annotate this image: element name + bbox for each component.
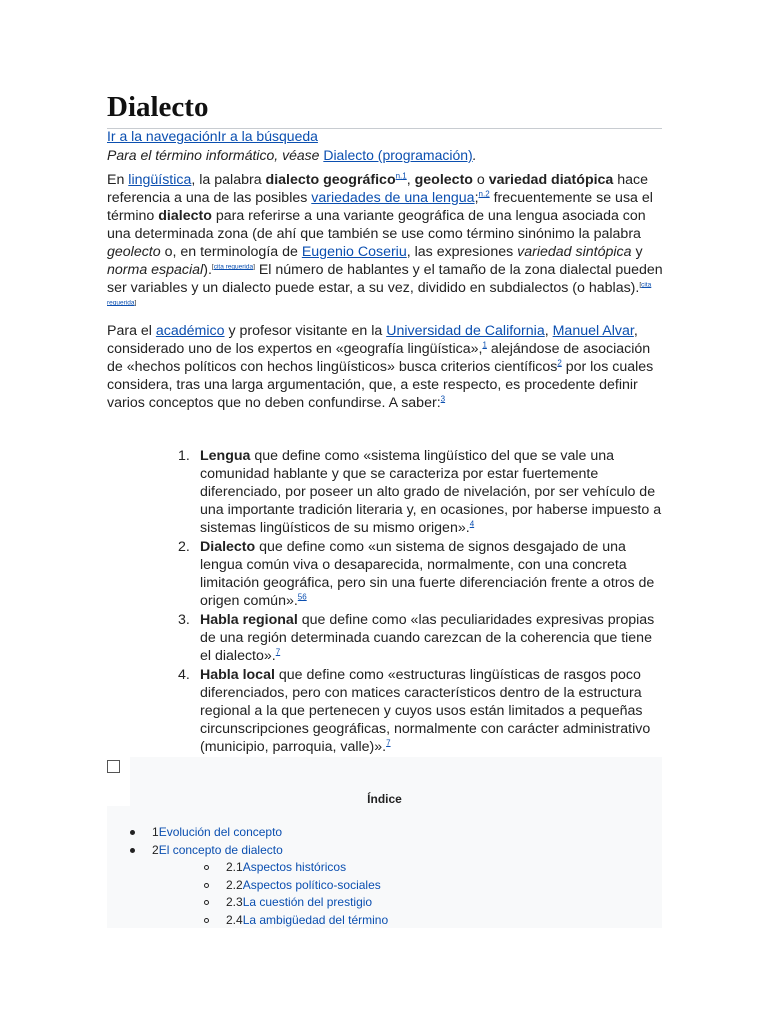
text: En	[107, 172, 129, 188]
toc-number: 2.2	[226, 877, 243, 892]
page-title: Dialecto	[107, 88, 662, 129]
circle-bullet-icon	[204, 883, 209, 888]
bold-term: dialecto	[158, 208, 212, 224]
list-item	[178, 666, 662, 756]
toc-title: Índice	[367, 792, 402, 806]
bracket: ]	[253, 263, 255, 271]
toc-link[interactable]: La cuestión del prestigio	[242, 895, 373, 909]
bold-term: dialecto geográfico	[265, 172, 396, 188]
jump-to-search-link[interactable]: Ir a la búsqueda	[217, 128, 318, 144]
citation-needed-link[interactable]: cita requerida	[213, 263, 254, 271]
definition-term: Habla local	[200, 667, 275, 683]
list-number: 4.	[178, 667, 190, 683]
definition-text: que define como «un sistema de signos desgajado de una lengua común viva o desaparecida, normalmente, con una concreta limitación geográfica, pero sin una fuerte diferenciación frente a otros de origen común».	[200, 539, 655, 609]
text: ,	[544, 323, 553, 339]
definitions-list	[178, 447, 662, 757]
link-eugenio-coseriu[interactable]: Eugenio Coseriu	[301, 244, 407, 260]
list-item	[178, 447, 662, 537]
definition-term: Lengua	[200, 448, 251, 464]
list-item	[178, 538, 662, 610]
definition-text: que define como «estructuras lingüísticas de rasgos poco diferenciados, pero con matices característicos dentro de la estructura regional a la que pertenecen y cuyos usos están limitados a pequeñas circunscripciones geográficas, normalmente con carácter administrativo (municipio, parroquia, valle)».	[200, 667, 651, 755]
text: alejándose de asociación de «hechos políticos con hechos lingüísticos» busca criterios científicos	[107, 341, 651, 375]
toc-link[interactable]: Evolución del concepto	[158, 825, 283, 839]
link-manuel-alvar[interactable]: Manuel Alvar	[552, 323, 634, 339]
jump-to-navigation-link[interactable]: Ir a la navegación	[107, 128, 218, 144]
text: por los cuales considera, tras una larga argumentación, que, a este respecto, es procedente definir varios conceptos que no deben confundirse. A saber:	[107, 359, 654, 411]
text: El número de hablantes y el tamaño de la zona dialectal pueden ser variables y un dialecto puede estar, a su vez, dividido en subdialectos (o hablas).	[107, 262, 663, 296]
reference-link[interactable]: 7	[275, 647, 281, 657]
text: frecuentemente se usa el término	[107, 190, 653, 224]
jump-links	[107, 127, 318, 145]
circle-bullet-icon	[204, 918, 209, 923]
reference-link[interactable]: 4	[469, 519, 475, 529]
toc-link[interactable]: Aspectos históricos	[242, 860, 347, 874]
bullet-icon	[130, 830, 135, 835]
hatnote-link[interactable]: Dialecto (programación)	[323, 147, 473, 163]
bold-term: variedad diatópica	[488, 172, 614, 188]
reference-link[interactable]: 7	[386, 738, 391, 748]
list-number: 2.	[178, 539, 190, 555]
text: , las expresiones	[406, 244, 518, 260]
citation-needed	[212, 263, 255, 270]
hatnote	[107, 146, 477, 164]
circle-bullet-icon	[204, 900, 209, 905]
list-number: 1.	[178, 448, 190, 464]
hatnote-text: Para el término informático, véase	[107, 147, 324, 163]
citation-needed-link[interactable]: cita requerida	[107, 281, 652, 307]
text: o	[472, 172, 489, 188]
text: o, en terminología de	[160, 244, 302, 260]
text: ).	[203, 262, 212, 278]
reference-link[interactable]: 56	[297, 592, 307, 602]
note-ref-n1[interactable]: n.1	[395, 171, 407, 181]
definition-term: Habla regional	[200, 612, 298, 628]
link-academico[interactable]: académico	[155, 323, 225, 339]
text: y profesor visitante en la	[224, 323, 387, 339]
toc-number: 2.1	[226, 860, 243, 874]
intro-paragraph	[107, 171, 663, 315]
toc-number: 2.4	[226, 912, 243, 927]
italic-term: variedad sintópica	[517, 244, 632, 260]
list-number: 3.	[178, 612, 190, 628]
bullet-icon	[130, 848, 135, 853]
alvar-paragraph	[107, 322, 663, 412]
italic-term: geolecto	[107, 244, 161, 260]
toc-link[interactable]: Aspectos político-sociales	[242, 877, 381, 892]
toc-link[interactable]: La ambigüedad del término	[242, 912, 389, 927]
circle-bullet-icon	[204, 865, 209, 870]
toc-number: 1	[152, 825, 159, 839]
bold-term: geolecto	[414, 172, 473, 188]
definition-text: que define como «sistema lingüístico del que se vale una comunidad hablante y que se caracteriza por estar fuertemente diferenciado, por poseer un alto grado de nivelación, por ser vehículo de una importante tradición literaria y, en ocasiones, por haberse impuesto a sistemas lingüísticos de su mismo origen».	[200, 448, 662, 536]
text: para referirse a una variante geográfica de una lengua asociada con una determinada zona (de ahí que también se use como término sinónimo la palabra	[107, 208, 646, 242]
note-ref-n2[interactable]: n.2	[478, 189, 490, 199]
text: , considerado uno de los expertos en «geografía lingüística»,	[107, 323, 638, 357]
toc-toggle-checkbox[interactable]	[107, 760, 120, 773]
italic-term: norma espacial	[107, 262, 204, 278]
text: y	[631, 244, 643, 260]
reference-1[interactable]: 1	[482, 340, 487, 350]
toc-link[interactable]: El concepto de dialecto	[158, 842, 283, 857]
text: , la palabra	[191, 172, 266, 188]
toc-number: 2	[152, 842, 159, 857]
toc-number: 2.3	[226, 895, 243, 909]
definition-text: que define como «las peculiaridades expresivas propias de una región determinada cuando carezcan de la coherencia que tiene el dialecto».	[200, 612, 655, 664]
bracket: [	[211, 263, 214, 271]
link-universidad-de-california[interactable]: Universidad de California	[386, 323, 545, 339]
hatnote-end: .	[472, 147, 477, 163]
reference-3[interactable]: 3	[440, 394, 446, 404]
definition-term: Dialecto	[200, 539, 256, 555]
link-variedades-de-una-lengua[interactable]: variedades de una lengua	[311, 190, 475, 206]
text: Para el	[107, 323, 156, 339]
text: ,	[406, 172, 415, 188]
link-linguistica[interactable]: lingüística	[128, 172, 192, 188]
bracket: [	[639, 281, 642, 289]
text: hace referencia a una de las posibles	[107, 172, 649, 206]
text: ;	[474, 190, 479, 206]
list-item	[178, 611, 662, 665]
reference-2[interactable]: 2	[557, 358, 562, 368]
bracket: ]	[134, 299, 137, 307]
